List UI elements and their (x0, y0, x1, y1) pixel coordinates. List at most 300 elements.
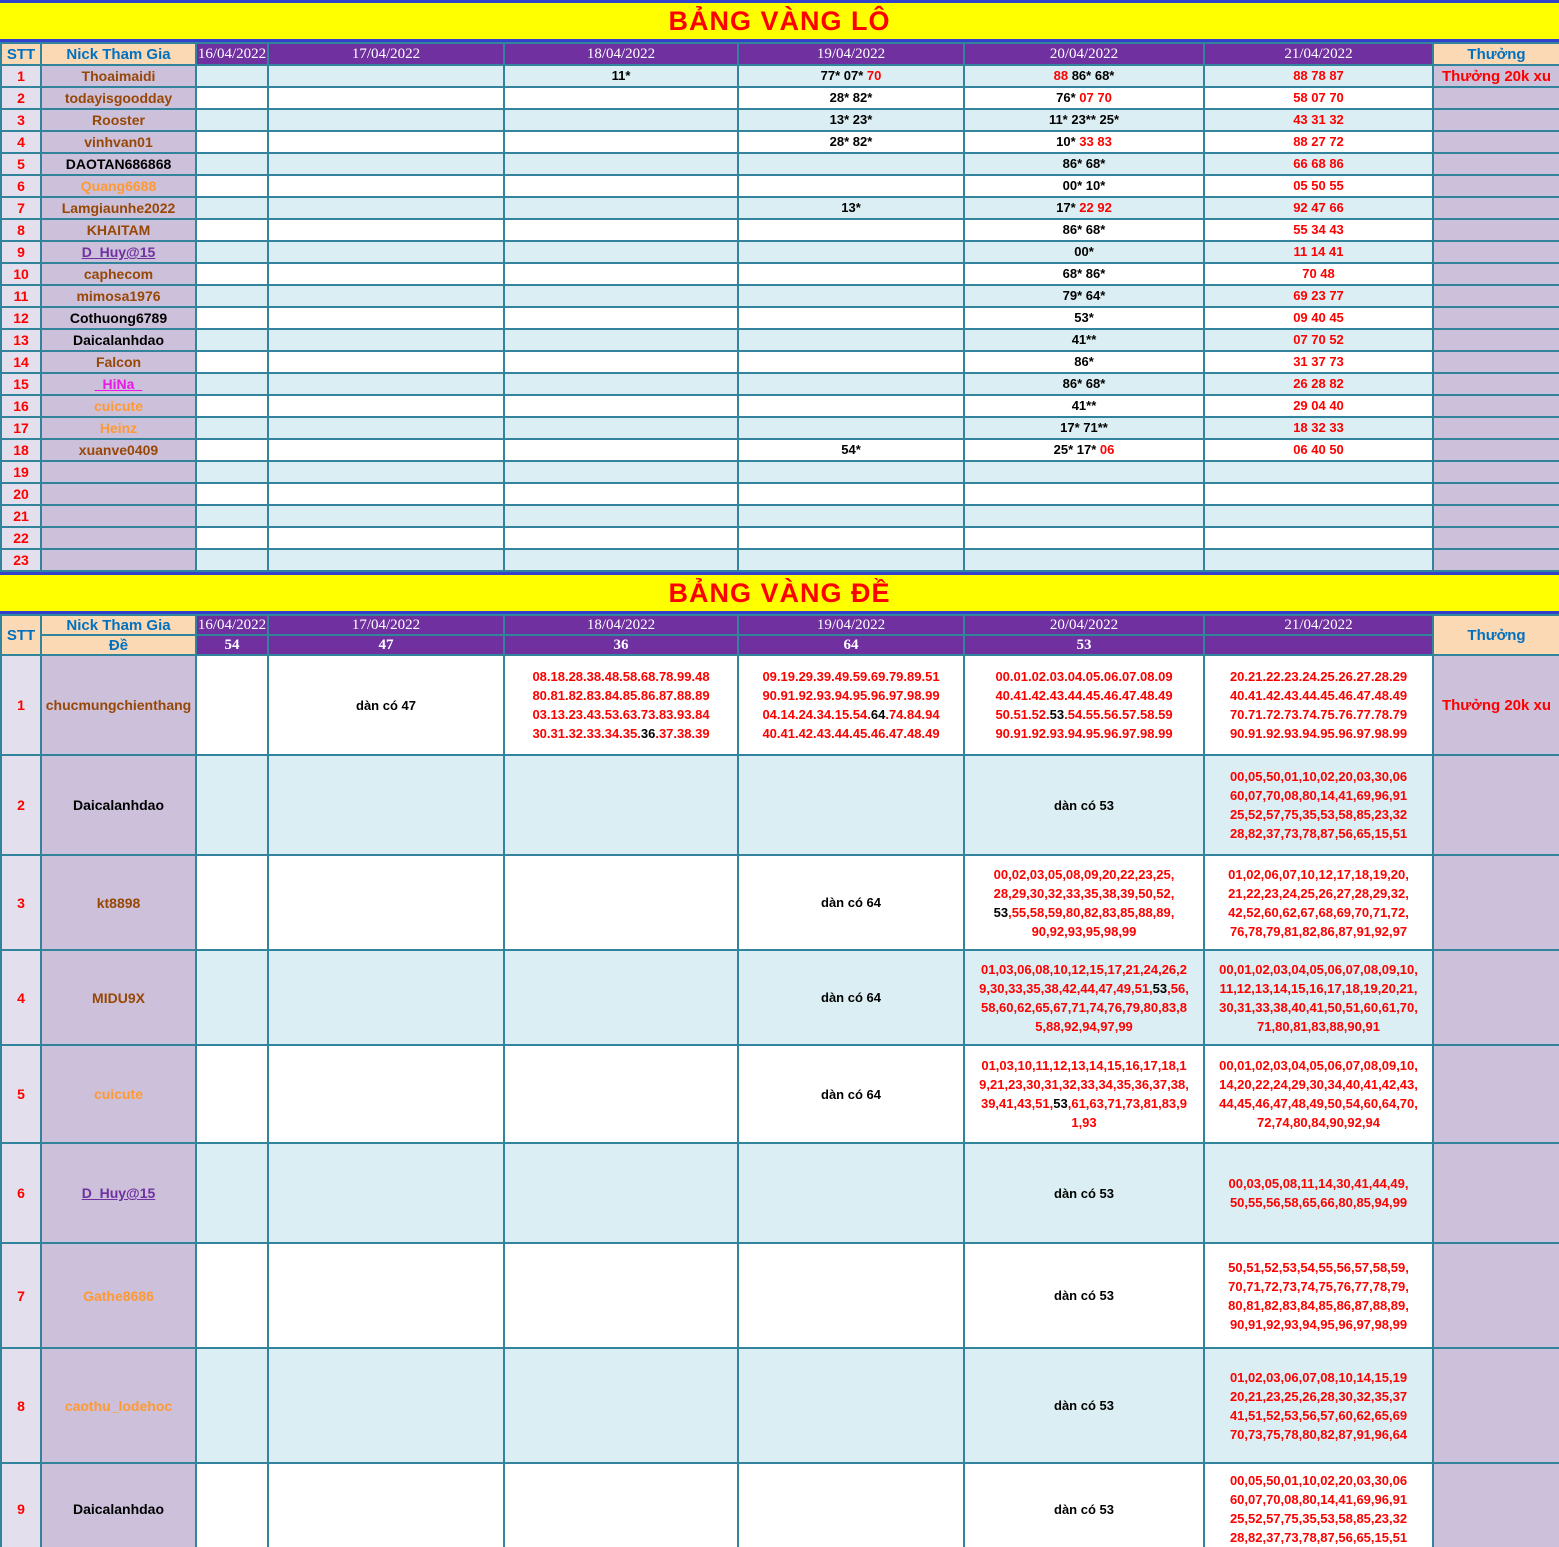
cell-text: 71,80,81,83,88,90,91 (1257, 1018, 1380, 1034)
reward-cell (1433, 439, 1559, 461)
stt-cell: 8 (1, 1348, 41, 1463)
nick-cell (41, 549, 196, 571)
lo-header-col-19-04-2022: 19/04/2022 (738, 43, 964, 65)
reward-cell (1433, 1143, 1559, 1243)
cell-text: 58 07 70 (1293, 90, 1344, 105)
stt-cell: 6 (1, 1143, 41, 1243)
lo-cell-col-21-04-2022 (1204, 373, 1433, 395)
bang-vang-lo-table (0, 42, 1559, 572)
cell-text: 25,52,57,75,35,53,58,85,23,32 (1229, 1511, 1408, 1526)
lo-cell-col-16-04-2022 (196, 527, 268, 549)
stt-cell: 18 (1, 439, 41, 461)
lo-cell-col-17-04-2022 (268, 131, 504, 153)
cell-text: 36 (640, 726, 656, 741)
lo-cell-col-20-04-2022 (964, 461, 1204, 483)
lo-cell-col-18-04-2022 (504, 351, 738, 373)
table-row (1, 153, 1559, 175)
nick-cell: Daicalanhdao (41, 755, 196, 855)
lo-cell-col-19-04-2022 (738, 505, 964, 527)
cell-text: 00,02,03,05,08,09,20,22,23,25, (993, 866, 1175, 882)
de-cell-col-17-04-2022 (268, 1045, 504, 1143)
lo-cell-col-19-04-2022 (738, 373, 964, 395)
de-cell-col-20-04-2022 (964, 1045, 1204, 1143)
de-cell-col-19-04-2022 (738, 1463, 964, 1547)
de-cell-col-17-04-2022 (268, 1463, 504, 1547)
lo-cell-col-18-04-2022 (504, 175, 738, 197)
stt-cell: 15 (1, 373, 41, 395)
lo-cell-col-17-04-2022 (268, 197, 504, 219)
cell-text: 42,52,60,62,67,68,69,70,71,72, (1228, 904, 1409, 920)
table-row (1, 1348, 1559, 1463)
de-header-de-label: Đề (41, 635, 196, 655)
de-header-col-17-04-2022: 17/04/2022 (268, 615, 504, 635)
cell-text: 07 70 52 (1293, 332, 1344, 347)
reward-cell (1433, 241, 1559, 263)
lo-cell-col-18-04-2022 (504, 417, 738, 439)
lo-cell-col-17-04-2022 (268, 439, 504, 461)
lo-cell-col-17-04-2022 (268, 241, 504, 263)
lo-cell-col-16-04-2022 (196, 373, 268, 395)
de-cell-col-20-04-2022: dàn có 53 (964, 1143, 1204, 1243)
lo-cell-col-17-04-2022 (268, 87, 504, 109)
stt-cell: 12 (1, 307, 41, 329)
lo-cell-col-19-04-2022 (738, 329, 964, 351)
cell-text: 90.91.92.93.94.95.96.97.98.99 (762, 688, 940, 703)
lo-cell-col-18-04-2022 (504, 329, 738, 351)
lo-cell-col-20-04-2022 (964, 549, 1204, 571)
nick-cell: KHAITAM (41, 219, 196, 241)
cell-text: 55 34 43 (1293, 222, 1344, 237)
cell-text: 04.14.24.34.15.54. (762, 707, 871, 722)
lo-cell-col-19-04-2022 (738, 461, 964, 483)
cell-text: 00,05,50,01,10,02,20,03,30,06 (1229, 769, 1408, 784)
lo-cell-col-18-04-2022 (504, 483, 738, 505)
lo-cell-col-18-04-2022 (504, 109, 738, 131)
nick-cell (41, 505, 196, 527)
lo-cell-col-21-04-2022 (1204, 219, 1433, 241)
cell-text: 80.81.82.83.84.85.86.87.88.89 (532, 688, 710, 703)
reward-cell (1433, 153, 1559, 175)
reward-cell (1433, 505, 1559, 527)
table-row (1, 87, 1559, 109)
cell-text: 01,03,10,11,12,13,14,15,16,17,18,1 (981, 1058, 1187, 1073)
table-row (1, 351, 1559, 373)
cell-text: 40.41.42.43.44.45.46.47.48.49 (1229, 688, 1408, 703)
stt-cell: 3 (1, 855, 41, 950)
nick-cell: mimosa1976 (41, 285, 196, 307)
cell-text: 88 27 72 (1293, 134, 1344, 149)
table-row (1, 263, 1559, 285)
cell-text: 00,03,05,08,11,14,30,41,44,49, (1228, 1176, 1409, 1191)
lo-cell-col-19-04-2022: 54* (738, 439, 964, 461)
lo-cell-col-17-04-2022 (268, 175, 504, 197)
lo-cell-col-18-04-2022 (504, 373, 738, 395)
cell-text: 90,91,92,93,94,95,96,97,98,99 (1229, 1316, 1408, 1332)
nick-cell (41, 461, 196, 483)
reward-cell (1433, 197, 1559, 219)
lo-cell-col-18-04-2022 (504, 153, 738, 175)
lo-cell-col-20-04-2022: 00* (964, 241, 1204, 263)
cell-text: 60,07,70,08,80,14,41,69,96,91 (1229, 788, 1408, 803)
nick-cell: cuicute (41, 1045, 196, 1143)
lo-cell-col-17-04-2022 (268, 483, 504, 505)
cell-text: 39,41,43,51, (980, 1096, 1054, 1111)
de-header-stt: STT (1, 615, 41, 655)
cell-text: 29 04 40 (1293, 398, 1344, 413)
lo-cell-col-20-04-2022 (964, 65, 1204, 87)
lo-cell-col-18-04-2022 (504, 263, 738, 285)
table-row (1, 527, 1559, 549)
lo-cell-col-21-04-2022 (1204, 153, 1433, 175)
stt-cell: 22 (1, 527, 41, 549)
cell-text: 26 28 82 (1293, 376, 1344, 391)
cell-text: ,55,58,59,80,82,83,85,88,89, (1008, 904, 1175, 920)
lo-header-reward: Thưởng (1433, 43, 1559, 65)
lo-cell-col-21-04-2022 (1204, 87, 1433, 109)
cell-text: 41,51,52,53,56,57,60,62,65,69 (1229, 1407, 1408, 1423)
cell-text: 88 (1053, 68, 1069, 83)
lo-cell-col-18-04-2022 (504, 87, 738, 109)
table-row (1, 285, 1559, 307)
de-cell-col-21-04-2022 (1204, 1463, 1433, 1547)
nick-cell: Quang6688 (41, 175, 196, 197)
lo-cell-col-17-04-2022 (268, 527, 504, 549)
cell-text: 22 92 (1079, 200, 1112, 215)
lo-cell-col-20-04-2022: 68* 86* (964, 263, 1204, 285)
de-cell-col-17-04-2022 (268, 755, 504, 855)
table-row (1, 549, 1559, 571)
table-row (1, 1143, 1559, 1243)
de-cell-col-21-04-2022 (1204, 655, 1433, 755)
nick-cell: Gathe8686 (41, 1243, 196, 1348)
lo-cell-col-19-04-2022: 28* 82* (738, 131, 964, 153)
lo-header-row (1, 43, 1559, 65)
stt-cell: 1 (1, 65, 41, 87)
lo-cell-col-18-04-2022 (504, 197, 738, 219)
stt-cell: 2 (1, 755, 41, 855)
lo-cell-col-20-04-2022: 53* (964, 307, 1204, 329)
cell-text: 07 70 (1079, 90, 1112, 105)
lo-cell-col-17-04-2022 (268, 351, 504, 373)
lo-cell-col-16-04-2022 (196, 263, 268, 285)
cell-text: 76,78,79,81,82,86,87,91,92,97 (1229, 923, 1408, 939)
cell-text: 80,81,82,83,84,85,86,87,88,89, (1228, 1297, 1409, 1313)
de-cell-col-16-04-2022 (196, 1348, 268, 1463)
reward-cell (1433, 417, 1559, 439)
stt-cell: 21 (1, 505, 41, 527)
lo-cell-col-17-04-2022 (268, 263, 504, 285)
cell-text: 53 (1049, 707, 1065, 722)
cell-text: 50,55,56,58,65,66,80,85,94,99 (1229, 1195, 1408, 1210)
de-cell-col-19-04-2022 (738, 1243, 964, 1348)
lo-cell-col-21-04-2022 (1204, 65, 1433, 87)
cell-text: 09.19.29.39.49.59.69.79.89.51 (762, 669, 940, 684)
lo-header-nick: Nick Tham Gia (41, 43, 196, 65)
table-row (1, 755, 1559, 855)
lo-cell-col-18-04-2022 (504, 241, 738, 263)
lo-cell-col-16-04-2022 (196, 417, 268, 439)
lo-cell-col-17-04-2022 (268, 307, 504, 329)
lo-cell-col-20-04-2022: 86* (964, 351, 1204, 373)
cell-text: 20.21.22.23.24.25.26.27.28.29 (1229, 669, 1408, 684)
lo-cell-col-20-04-2022: 86* 68* (964, 373, 1204, 395)
de-header-col-21-04-2022: 21/04/2022 (1204, 615, 1433, 635)
lo-cell-col-19-04-2022 (738, 263, 964, 285)
cell-text: 11,12,13,14,15,16,17,18,19,20,21, (1219, 980, 1418, 996)
lo-cell-col-19-04-2022 (738, 65, 964, 87)
nick-cell[interactable]: D_Huy@15 (41, 1143, 196, 1243)
table-row (1, 219, 1559, 241)
nick-cell: Falcon (41, 351, 196, 373)
lo-cell-col-19-04-2022: 28* 82* (738, 87, 964, 109)
stt-cell: 3 (1, 109, 41, 131)
lo-cell-col-17-04-2022 (268, 505, 504, 527)
stt-cell: 5 (1, 1045, 41, 1143)
de-subvalue-col-19-04-2022: 64 (738, 635, 964, 655)
lo-cell-col-18-04-2022 (504, 439, 738, 461)
lo-cell-col-19-04-2022 (738, 351, 964, 373)
cell-text: 30,31,33,38,40,41,50,51,60,61,70, (1219, 999, 1418, 1015)
table-row (1, 373, 1559, 395)
de-cell-col-21-04-2022 (1204, 1045, 1433, 1143)
table-row (1, 1243, 1559, 1348)
cell-text: 43 31 32 (1293, 112, 1344, 127)
reward-cell (1433, 109, 1559, 131)
cell-text: 01,02,06,07,10,12,17,18,19,20, (1228, 866, 1409, 882)
lo-cell-col-21-04-2022 (1204, 417, 1433, 439)
cell-text: 28,82,37,73,78,87,56,65,15,51 (1229, 1530, 1408, 1545)
lo-cell-col-16-04-2022 (196, 65, 268, 87)
cell-text: 10* (1056, 134, 1080, 149)
stt-cell: 7 (1, 197, 41, 219)
reward-cell (1433, 1348, 1559, 1463)
lo-cell-col-19-04-2022 (738, 549, 964, 571)
cell-text: 58,60,62,65,67,71,74,76,79,80,83,8 (980, 999, 1188, 1015)
lo-cell-col-17-04-2022 (268, 461, 504, 483)
table-row (1, 950, 1559, 1045)
lo-cell-col-18-04-2022 (504, 527, 738, 549)
lo-header-col-20-04-2022: 20/04/2022 (964, 43, 1204, 65)
de-cell-col-19-04-2022 (738, 1143, 964, 1243)
de-cell-col-16-04-2022 (196, 1143, 268, 1243)
lo-cell-col-16-04-2022 (196, 109, 268, 131)
de-cell-col-16-04-2022 (196, 855, 268, 950)
cell-text: 00,01,02,03,04,05,06,07,08,09,10, (1219, 1058, 1418, 1073)
de-cell-col-18-04-2022 (504, 755, 738, 855)
de-cell-col-17-04-2022 (268, 1243, 504, 1348)
cell-text: 92 47 66 (1293, 200, 1344, 215)
de-header-row-dates (1, 615, 1559, 635)
stt-cell: 17 (1, 417, 41, 439)
de-header-nick: Nick Tham Gia (41, 615, 196, 635)
nick-cell: Cothuong6789 (41, 307, 196, 329)
de-cell-col-21-04-2022 (1204, 755, 1433, 855)
bang-vang-de-title: BẢNG VÀNG ĐỀ (0, 572, 1559, 614)
nick-cell[interactable]: D_Huy@15 (41, 241, 196, 263)
cell-text: 06 (1099, 442, 1115, 457)
cell-text: .54.55.56.57.58.59 (1064, 707, 1173, 722)
cell-text: 30.31.32.33.34.35. (532, 726, 641, 741)
cell-text: 03.13.23.43.53.63.73.83.93.84 (532, 707, 710, 722)
nick-cell: Rooster (41, 109, 196, 131)
cell-text: 77* 07* (820, 68, 867, 83)
cell-text: 00,05,50,01,10,02,20,03,30,06 (1229, 1473, 1408, 1488)
cell-text: 70 (866, 68, 882, 83)
cell-text: 28,29,30,32,33,35,38,39,50,52, (993, 885, 1175, 901)
reward-cell (1433, 527, 1559, 549)
bang-vang-lo-title: BẢNG VÀNG LÔ (0, 0, 1559, 42)
lo-cell-col-17-04-2022 (268, 329, 504, 351)
lo-cell-col-21-04-2022 (1204, 263, 1433, 285)
reward-cell (1433, 855, 1559, 950)
lo-cell-col-16-04-2022 (196, 219, 268, 241)
nick-cell: cuicute (41, 395, 196, 417)
de-cell-col-20-04-2022: dàn có 53 (964, 1348, 1204, 1463)
reward-cell (1433, 373, 1559, 395)
cell-text: .37.38.39 (655, 726, 710, 741)
de-cell-col-20-04-2022 (964, 655, 1204, 755)
lo-cell-col-19-04-2022 (738, 307, 964, 329)
table-row (1, 329, 1559, 351)
cell-text: 06 40 50 (1293, 442, 1344, 457)
lo-cell-col-18-04-2022 (504, 131, 738, 153)
table-row (1, 65, 1559, 87)
reward-cell (1433, 351, 1559, 373)
lo-cell-col-17-04-2022 (268, 395, 504, 417)
table-row (1, 483, 1559, 505)
cell-text: 5,88,92,94,97,99 (1035, 1018, 1133, 1034)
de-cell-col-16-04-2022 (196, 755, 268, 855)
cell-text: 00.01.02.03.04.05.06.07.08.09 (995, 669, 1173, 684)
de-cell-col-17-04-2022: dàn có 47 (268, 655, 504, 755)
lo-cell-col-21-04-2022 (1204, 461, 1433, 483)
lo-cell-col-18-04-2022 (504, 395, 738, 417)
lo-cell-col-21-04-2022 (1204, 395, 1433, 417)
lo-cell-col-20-04-2022: 86* 68* (964, 153, 1204, 175)
cell-text: 53 (1152, 980, 1168, 996)
de-cell-col-19-04-2022 (738, 655, 964, 755)
reward-cell (1433, 395, 1559, 417)
reward-cell (1433, 755, 1559, 855)
stt-cell: 5 (1, 153, 41, 175)
de-cell-col-20-04-2022: dàn có 53 (964, 755, 1204, 855)
nick-cell: Thoaimaidi (41, 65, 196, 87)
cell-text: 69 23 77 (1293, 288, 1344, 303)
stt-cell: 13 (1, 329, 41, 351)
lo-cell-col-21-04-2022 (1204, 329, 1433, 351)
nick-cell: DAOTAN686868 (41, 153, 196, 175)
de-cell-col-19-04-2022: dàn có 64 (738, 950, 964, 1045)
cell-text: 05 50 55 (1293, 178, 1344, 193)
lo-cell-col-19-04-2022: 13* (738, 197, 964, 219)
cell-text: ,56, (1167, 980, 1189, 996)
lo-header-col-16-04-2022: 16/04/2022 (196, 43, 268, 65)
de-cell-col-19-04-2022 (738, 755, 964, 855)
lo-cell-col-21-04-2022 (1204, 527, 1433, 549)
lo-cell-col-20-04-2022 (964, 131, 1204, 153)
nick-cell: Lamgiaunhe2022 (41, 197, 196, 219)
de-subvalue-col-18-04-2022: 36 (504, 635, 738, 655)
de-cell-col-21-04-2022 (1204, 950, 1433, 1045)
de-subvalue-col-17-04-2022: 47 (268, 635, 504, 655)
cell-text: 90.91.92.93.94.95.96.97.98.99 (1229, 726, 1408, 741)
nick-cell[interactable]: _HiNa_ (41, 373, 196, 395)
cell-text: 31 37 73 (1293, 354, 1344, 369)
stt-cell: 16 (1, 395, 41, 417)
lo-cell-col-20-04-2022: 17* 71** (964, 417, 1204, 439)
table-row (1, 1463, 1559, 1547)
reward-cell (1433, 175, 1559, 197)
nick-cell: chucmungchienthang (41, 655, 196, 755)
nick-cell: vinhvan01 (41, 131, 196, 153)
cell-text: 11 14 41 (1293, 244, 1344, 259)
lo-cell-col-20-04-2022: 41** (964, 329, 1204, 351)
lo-cell-col-16-04-2022 (196, 483, 268, 505)
de-cell-col-21-04-2022 (1204, 1243, 1433, 1348)
table-row (1, 655, 1559, 755)
reward-cell (1433, 219, 1559, 241)
cell-text: 09 40 45 (1293, 310, 1344, 325)
lo-cell-col-21-04-2022 (1204, 109, 1433, 131)
lo-cell-col-21-04-2022 (1204, 483, 1433, 505)
lo-cell-col-19-04-2022 (738, 527, 964, 549)
de-cell-col-18-04-2022 (504, 1463, 738, 1547)
lo-cell-col-18-04-2022 (504, 505, 738, 527)
lo-cell-col-16-04-2022 (196, 351, 268, 373)
lo-cell-col-19-04-2022 (738, 285, 964, 307)
de-cell-col-17-04-2022 (268, 1143, 504, 1243)
cell-text: .74.84.94 (885, 707, 940, 722)
lo-cell-col-20-04-2022: 41** (964, 395, 1204, 417)
reward-cell (1433, 329, 1559, 351)
de-subvalue-col-16-04-2022: 54 (196, 635, 268, 655)
de-header-col-16-04-2022: 16/04/2022 (196, 615, 268, 635)
cell-text: 25,52,57,75,35,53,58,85,23,32 (1229, 807, 1408, 822)
lo-cell-col-18-04-2022 (504, 549, 738, 571)
de-cell-col-17-04-2022 (268, 950, 504, 1045)
de-header-col-20-04-2022: 20/04/2022 (964, 615, 1204, 635)
table-row (1, 439, 1559, 461)
de-cell-col-21-04-2022 (1204, 855, 1433, 950)
lo-cell-col-17-04-2022 (268, 373, 504, 395)
cell-text: 08.18.28.38.48.58.68.78.99.48 (532, 669, 710, 684)
nick-cell: Daicalanhdao (41, 329, 196, 351)
cell-text: 18 32 33 (1293, 420, 1344, 435)
de-cell-col-17-04-2022 (268, 1348, 504, 1463)
de-cell-col-18-04-2022 (504, 950, 738, 1045)
lo-cell-col-16-04-2022 (196, 505, 268, 527)
cell-text: 60,07,70,08,80,14,41,69,96,91 (1229, 1492, 1408, 1507)
nick-cell: caphecom (41, 263, 196, 285)
reward-cell (1433, 263, 1559, 285)
lo-cell-col-17-04-2022 (268, 417, 504, 439)
cell-text: 72,74,80,84,90,92,94 (1257, 1115, 1380, 1130)
stt-cell: 6 (1, 175, 41, 197)
lo-cell-col-21-04-2022 (1204, 439, 1433, 461)
de-cell-col-16-04-2022 (196, 950, 268, 1045)
de-cell-col-18-04-2022 (504, 1045, 738, 1143)
lo-header-col-17-04-2022: 17/04/2022 (268, 43, 504, 65)
lo-cell-col-17-04-2022 (268, 285, 504, 307)
stt-cell: 11 (1, 285, 41, 307)
reward-cell (1433, 461, 1559, 483)
lo-cell-col-19-04-2022 (738, 417, 964, 439)
table-row (1, 461, 1559, 483)
lo-cell-col-16-04-2022 (196, 153, 268, 175)
cell-text: 40.41.42.43.44.45.46.47.48.49 (762, 726, 940, 741)
lo-cell-col-20-04-2022: 00* 10* (964, 175, 1204, 197)
lo-cell-col-21-04-2022 (1204, 351, 1433, 373)
